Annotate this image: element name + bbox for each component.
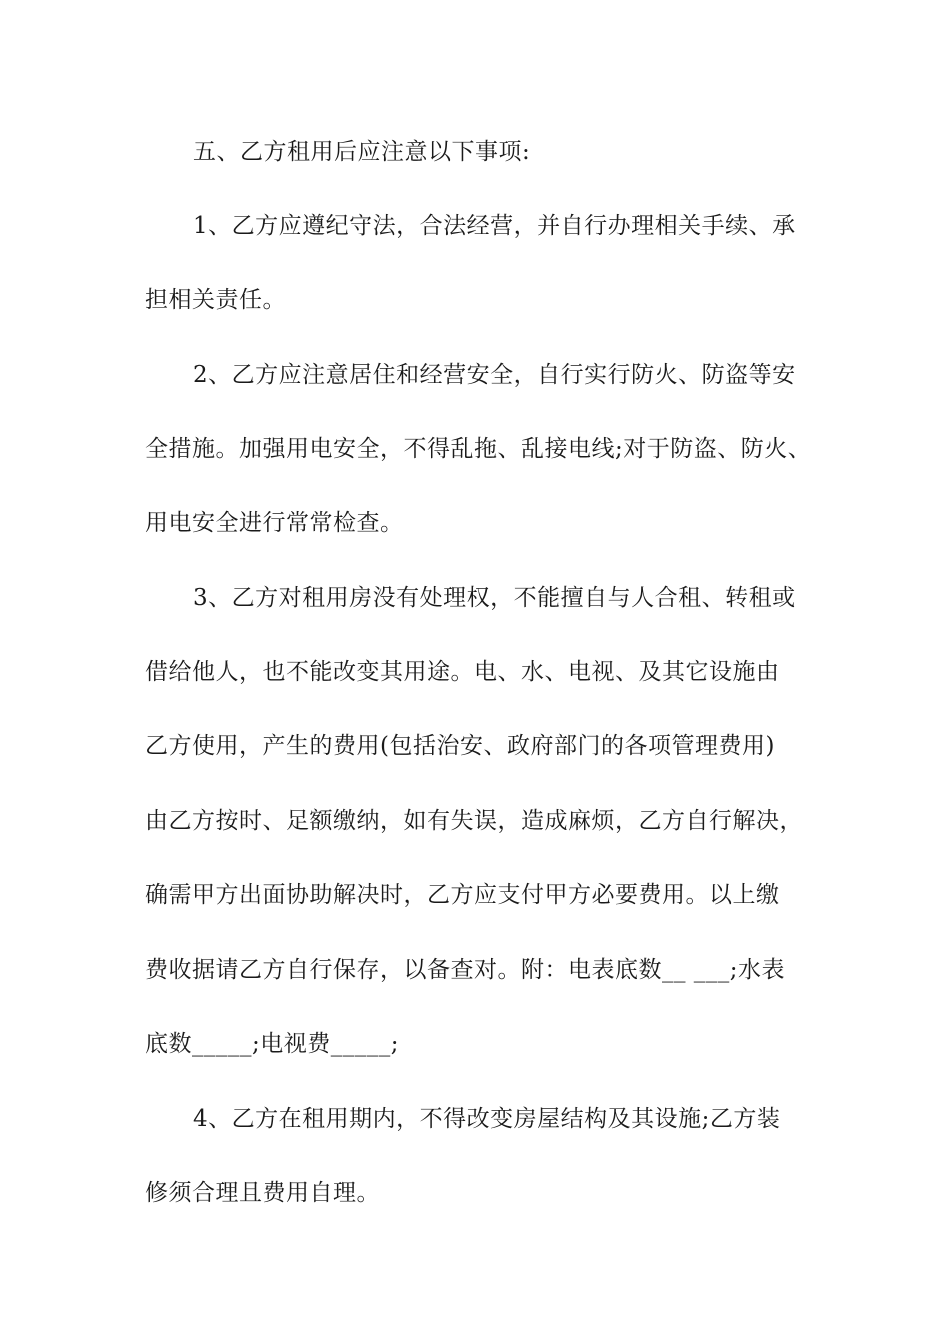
clause-2-line-1: 2、乙方应注意居住和经营安全，自行实行防火、防盗等安 [193, 362, 796, 388]
clause-1-line-1: 1、乙方应遵纪守法，合法经营，并自行办理相关手续、承 [193, 213, 796, 239]
clause-3-line-6: 费收据请乙方自行保存，以备查对。附：电表底数__ ___;水表 [145, 957, 786, 983]
clause-2-line-2: 全措施。加强用电安全，不得乱拖、乱接电线;对于防盗、防火、 [145, 436, 812, 462]
clause-3-line-4: 由乙方按时、足额缴纳，如有失误，造成麻烦，乙方自行解决， [145, 808, 803, 834]
clause-4-line-1: 4、乙方在租用期内，不得改变房屋结构及其设施;乙方装 [193, 1106, 781, 1132]
section-heading: 五、乙方租用后应注意以下事项: [193, 139, 531, 165]
clause-3-line-3: 乙方使用，产生的费用(包括治安、政府部门的各项管理费用) [145, 733, 775, 759]
clause-4-line-2: 修须合理且费用自理。 [145, 1180, 380, 1206]
clause-3-line-2: 借给他人，也不能改变其用途。电、水、电视、及其它设施由 [145, 659, 780, 685]
clause-3-line-1: 3、乙方对租用房没有处理权，不能擅自与人合租、转租或 [193, 585, 796, 611]
clause-1-line-2: 担相关责任。 [145, 287, 286, 313]
clause-3-line-5: 确需甲方出面协助解决时，乙方应支付甲方必要费用。以上缴 [145, 882, 780, 908]
clause-2-line-3: 用电安全进行常常检查。 [145, 510, 404, 536]
clause-3-line-7: 底数_____;电视费_____; [145, 1031, 399, 1057]
